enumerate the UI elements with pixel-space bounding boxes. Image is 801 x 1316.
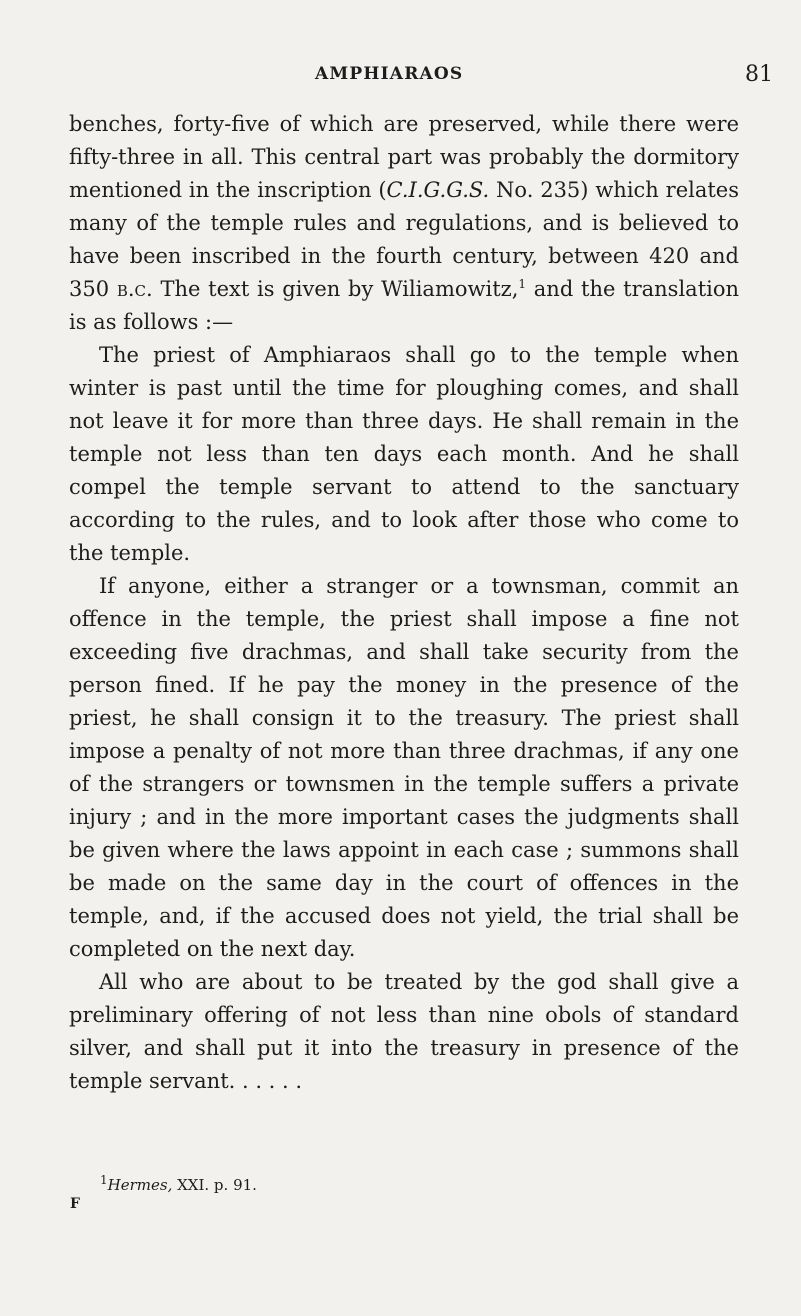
body-text bbox=[69, 108, 739, 1098]
paragraph-1-part-d: and the translation is as follows :— bbox=[69, 277, 740, 334]
signature-mark: F bbox=[70, 1196, 80, 1212]
footnote-reference[interactable]: 1 bbox=[518, 277, 527, 291]
paragraph-1-part-b: No. 235) which relates many of the temple rules and regulations, and is believed to have been inscribed in the fourth century, between 420 and 350 bbox=[69, 178, 740, 301]
paragraph-4: All who are about to be treated by the god shall give a preliminary offering of not less than nine obols of standard silver, and shall put it into the treasury in presence of the temple servant. . . . . . bbox=[69, 970, 739, 1093]
inscription-citation: C.I.G.G.S. bbox=[386, 178, 490, 202]
running-head bbox=[0, 62, 801, 92]
footnote-rest: XXI. p. 91. bbox=[172, 1176, 257, 1194]
era-abbreviation: b.c. bbox=[116, 277, 153, 301]
paragraph-1-part-c: The text is given by Wiliamowitz, bbox=[152, 277, 519, 301]
paragraph-2: The priest of Amphiaraos shall go to the temple when winter is past until the time for ploughing comes, and shall not leave it for more than three days. He shall remain in the temple not less than ten days each month. And he shall compel the temple servant to attend to the sanctuary according to the rules, and to look after those who come to the temple. bbox=[69, 343, 739, 565]
running-title: AMPHIARAOS bbox=[315, 64, 464, 84]
paragraph-3: If anyone, either a stranger or a townsman, commit an offence in the temple, the priest shall impose a fine not exceeding five drachmas, and shall take security from the person fined. If he pay the money in the presence of the priest, he shall consign it to the treasury. The priest shall impose a penalty of not more than three drachmas, if any one of the strangers or townsmen in the temple suffers a private injury ; and in the more important cases the judgments shall be given where the laws appoint in each case ; summons shall be made on the same day in the court of offences in the temple, and, if the accused does not yield, the trial shall be completed on the next day. bbox=[69, 574, 739, 961]
footnote-source: Hermes, bbox=[107, 1176, 173, 1194]
footnote bbox=[100, 1173, 257, 1194]
paragraph-1 bbox=[69, 108, 739, 339]
page-number: 81 bbox=[745, 62, 773, 87]
paragraph-1-part-a: benches, forty-five of which are preserved, while there were fifty-three in all. This central part was probably the dormitory mentioned in the inscription ( bbox=[69, 112, 739, 202]
footnote-marker: 1 bbox=[100, 1173, 108, 1187]
